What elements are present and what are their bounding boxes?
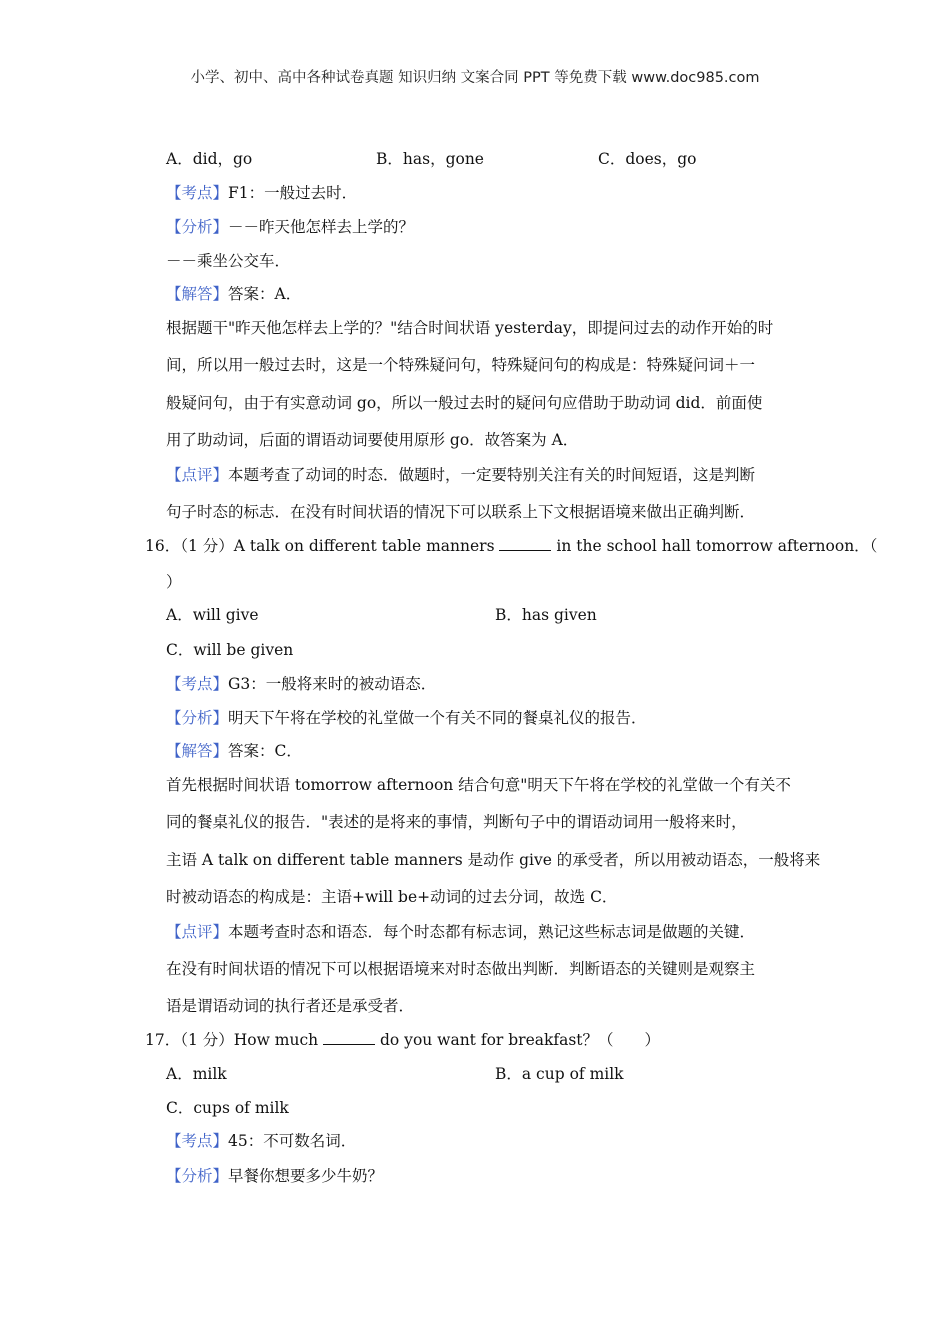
q17-stem: 17．（1 分）How much do you want for breakfast？（ ） xyxy=(145,1031,661,1049)
q16-explain-4: 时被动语态的构成是：主语+will be+动词的过去分词，故选 C． xyxy=(166,888,618,906)
q16-dianping-3: 语是谓语动词的执行者还是承受者． xyxy=(166,997,415,1015)
q15-option-a: A．did，go xyxy=(166,150,253,168)
q17-option-a: A．milk xyxy=(166,1065,227,1083)
q16-stem-close: ） xyxy=(166,573,182,591)
q16-stem: 16．（1 分）A talk on different table manners in the school hall tomorrow afternoon．（ xyxy=(145,537,878,555)
q15-option-c: C．does，go xyxy=(598,150,697,168)
q15-explain-3: 般疑问句，由于有实意动词 go，所以一般过去时的疑问句应借助于助动词 did．前面使 xyxy=(166,394,763,412)
q16-jieda: 【解答】答案：C． xyxy=(166,742,302,760)
q15-kaodian: 【考点】F1：一般过去时． xyxy=(166,184,358,202)
q15-explain-1: 根据题干"昨天他怎样去上学的？"结合时间状语 yesterday，即提问过去的动作开始的时 xyxy=(166,319,774,337)
q16-dianping-2: 在没有时间状语的情况下可以根据语境来对时态做出判断．判断语态的关键则是观察主 xyxy=(166,960,756,978)
q15-explain-2: 间，所以用一般过去时，这是一个特殊疑问句，特殊疑问句的构成是：特殊疑问词＋一 xyxy=(166,356,756,374)
q15-fenxi: 【分析】－－昨天他怎样去上学的？ xyxy=(166,218,415,236)
q16-explain-1: 首先根据时间状语 tomorrow afternoon 结合句意"明天下午将在学校的礼堂做一个有关不 xyxy=(166,776,791,794)
q16-option-c: C．will be given xyxy=(166,641,294,659)
q15-option-b: B．has，gone xyxy=(376,150,484,168)
q16-explain-3: 主语 A talk on different table manners 是动作 give 的承受者，所以用被动语态，一般将来 xyxy=(166,851,821,869)
q16-option-b: B．has given xyxy=(495,606,597,624)
q17-option-b: B．a cup of milk xyxy=(495,1065,624,1083)
q17-option-c: C．cups of milk xyxy=(166,1099,289,1117)
q17-fenxi: 【分析】早餐你想要多少牛奶？ xyxy=(166,1167,384,1185)
q17-kaodian: 【考点】45：不可数名词． xyxy=(166,1132,357,1150)
q16-option-a: A．will give xyxy=(166,606,259,624)
q15-fenxi-2: －－乘坐公交车． xyxy=(166,252,291,270)
q16-explain-2: 同的餐桌礼仪的报告．"表述的是将来的事情，判断句子中的谓语动词用一般将来时， xyxy=(166,813,747,831)
q16-kaodian: 【考点】G3：一般将来时的被动语态． xyxy=(166,675,437,693)
page-header: 小学、初中、高中各种试卷真题 知识归纳 文案合同 PPT 等免费下载 www.doc985.com xyxy=(190,70,760,86)
q15-dianping-2: 句子时态的标志．在没有时间状语的情况下可以联系上下文根据语境来做出正确判断． xyxy=(166,503,756,521)
q16-dianping: 【点评】本题考查时态和语态．每个时态都有标志词，熟记这些标志词是做题的关键． xyxy=(166,923,756,941)
q16-fenxi: 【分析】明天下午将在学校的礼堂做一个有关不同的餐桌礼仪的报告． xyxy=(166,709,647,727)
q15-jieda: 【解答】答案：A． xyxy=(166,285,302,303)
q15-explain-4: 用了助动词，后面的谓语动词要使用原形 go．故答案为 A． xyxy=(166,431,579,449)
q15-dianping: 【点评】本题考查了动词的时态．做题时，一定要特别关注有关的时间短语，这是判断 xyxy=(166,466,756,484)
